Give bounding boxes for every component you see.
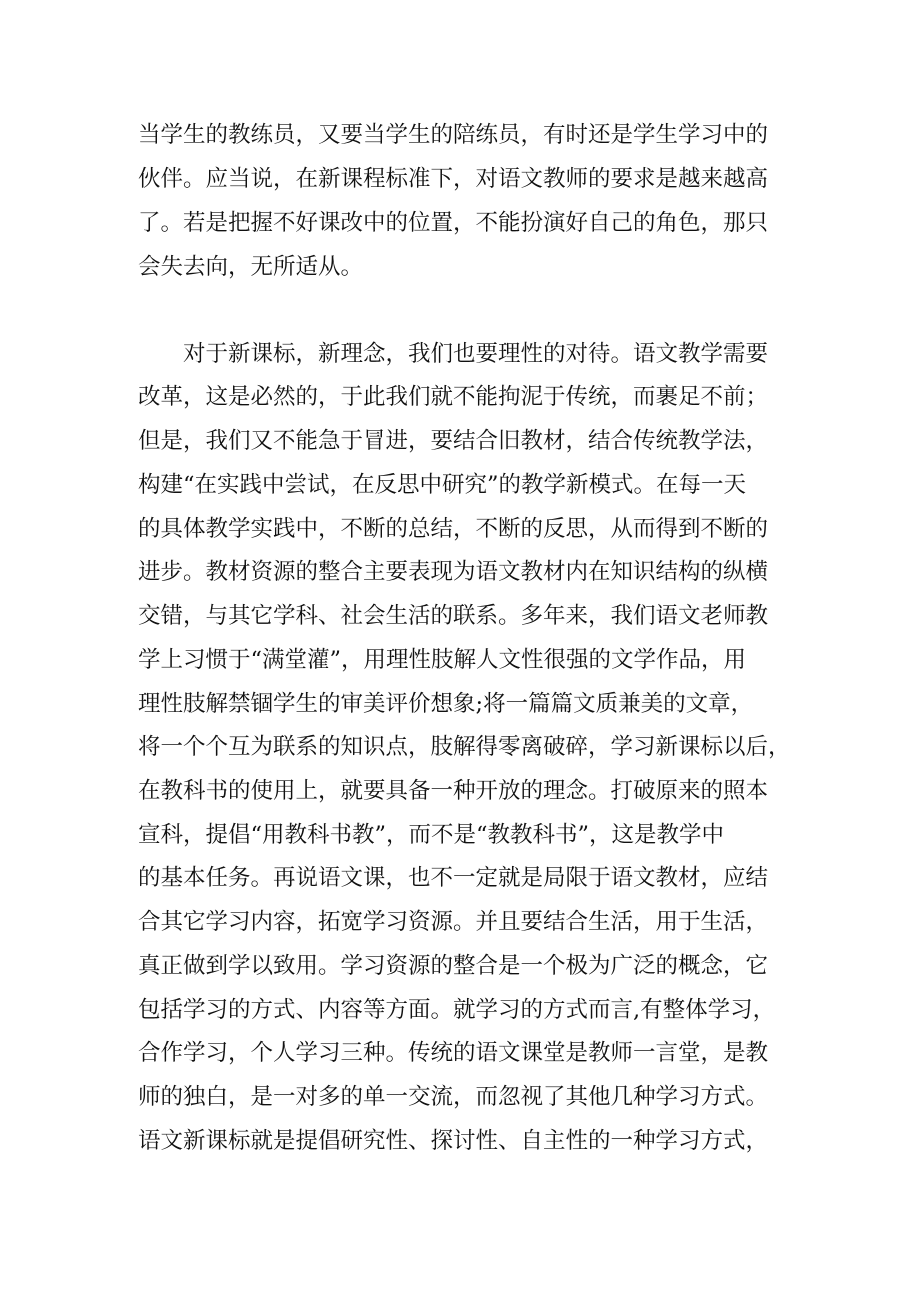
text-line: 构建“在实践中尝试，在反思中研究”的教学新模式。在每一天 — [138, 472, 747, 498]
text-line: 合其它学习内容，拓宽学习资源。并且要结合生活，用于生活， — [138, 909, 769, 935]
text-line: 进步。教材资源的整合主要表现为语文教材内在知识结构的纵横 — [138, 559, 769, 585]
text-line: 合作学习，个人学习三种。传统的语文课堂是教师一言堂，是教 — [138, 1040, 769, 1066]
text-line: 当学生的教练员，又要当学生的陪练员，有时还是学生学习中的 — [138, 122, 769, 148]
text-line: 理性肢解禁锢学生的审美评价想象;将一篇篇文质兼美的文章， — [138, 691, 754, 717]
text-line: 改革，这是必然的，于此我们就不能拘泥于传统，而裹足不前； — [138, 384, 769, 410]
text-line: 包括学习的方式、内容等方面。就学习的方式而言,有整体学习， — [138, 997, 776, 1023]
text-line: 真正做到学以致用。学习资源的整合是一个极为广泛的概念，它 — [138, 953, 769, 979]
text-line: 了。若是把握不好课改中的位置，不能扮演好自己的角色，那只 — [138, 210, 769, 236]
text-line: 语文新课标就是提倡研究性、探讨性、自主性的一种学习方式， — [138, 1128, 769, 1154]
text-line: 学上习惯于“满堂灌”，用理性肢解人文性很强的文学作品，用 — [138, 647, 747, 673]
text-line: 交错，与其它学科、社会生活的联系。多年来，我们语文老师教 — [138, 603, 769, 629]
text-line: 但是，我们又不能急于冒进，要结合旧教材，结合传统教学法， — [138, 428, 769, 454]
text-line: 将一个个互为联系的知识点，肢解得零离破碎，学习新课标以后， — [138, 734, 791, 760]
text-line: 的基本任务。再说语文课，也不一定就是局限于语文教材，应结 — [138, 865, 769, 891]
text-line: 会失去向，无所适从。 — [138, 254, 364, 280]
text-line: 师的独白，是一对多的单一交流，而忽视了其他几种学习方式。 — [138, 1084, 769, 1110]
text-line: 宣科，提倡“用教科书教”，而不是“教教科书”，这是教学中 — [138, 822, 725, 848]
text-line: 的具体教学实践中，不断的总结，不断的反思，从而得到不断的 — [138, 516, 769, 542]
text-line: 在教科书的使用上，就要具备一种开放的理念。打破原来的照本 — [138, 778, 769, 804]
text-line: 伙伴。应当说，在新课程标准下，对语文教师的要求是越来越高 — [138, 166, 769, 192]
text-line: 对于新课标，新理念，我们也要理性的对待。语文教学需要 — [138, 341, 769, 367]
